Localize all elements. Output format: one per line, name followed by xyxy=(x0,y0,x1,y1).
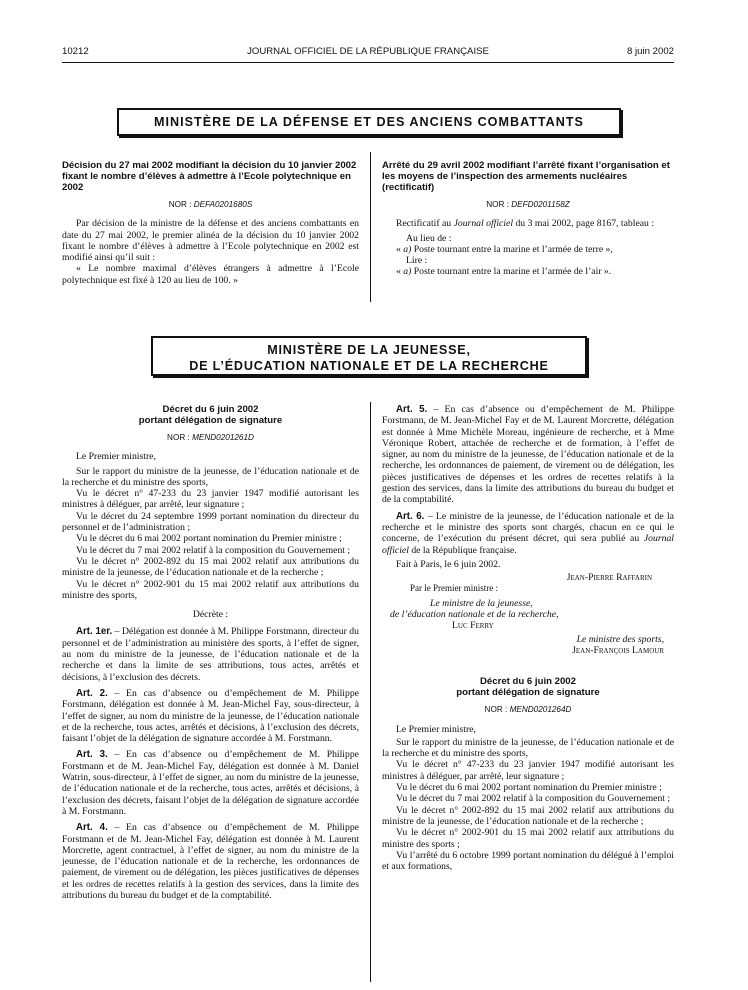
decret1-continued xyxy=(382,404,674,872)
column-divider-bottom xyxy=(370,402,371,982)
par-le-premier-ministre: Par le Premier ministre : xyxy=(410,583,498,594)
ministry-defense-heading: MINISTÈRE DE LA DÉFENSE ET DES ANCIENS COMBATTANTS xyxy=(117,108,621,136)
decret1-decrete: Décrète : xyxy=(192,609,229,621)
decret1-article-4: Art. 4. – En cas d’absence ou d’empêchement de M. Philippe Forstmann et de M. Jean-Michel Fay, délégation est donnée à M. Laurent Morcrette, agent contractuel, à l’effet de signer, au nom du ministre de la jeunesse, de l’éducation nationale et de la recherche, les ordonnances de paiement, de virement ou de délégation, les pièces justificatives de dépenses et les ordres de recettes relatifs à la gestion des services, dans la limite des attributions du bureau du budget et de la comptabilité. xyxy=(62,822,359,901)
signature-lamour: Jean-François Lamour xyxy=(572,644,664,656)
column-divider-top xyxy=(370,152,371,302)
decret2-nor: NOR : MEND0201264D xyxy=(484,705,572,715)
decision-paragraph: Par décision de la ministre de la défense et des anciens combattants en date du 27 mai 2002, le premier alinéa de la décision du 10 janvier 2002 fixant le nombre d’élèves à admettre à l’Ecole polytechnique en 2002 est modifié ainsi qu’il suit : xyxy=(62,218,359,264)
ministre-jeunesse: Le ministre de la jeunesse, xyxy=(430,597,533,609)
running-header xyxy=(62,46,674,60)
decret1-visa: Vu le décret du 6 mai 2002 portant nomination du Premier ministre ; xyxy=(76,533,342,545)
decret1-visa: Vu le décret du 24 septembre 1999 portant nomination du directeur du personnel et de l’administration ; xyxy=(62,510,359,534)
page-number: 10212 xyxy=(62,46,89,57)
decret2-visa: Vu le décret n° 47-233 du 23 janvier 1947 modifié autorisant les ministres à déléguer, par arrêté, leur signature ; xyxy=(382,759,674,782)
journal-title: JOURNAL OFFICIEL DE LA RÉPUBLIQUE FRANÇAISE xyxy=(247,46,489,57)
issue-date: 8 juin 2002 xyxy=(627,46,674,57)
decret1-article-3: Art. 3. – En cas d’absence ou d’empêchement de M. Philippe Forstmann et de M. Jean-Michel Fay, délégation est donnée à M. Daniel Watrin, sous-directeur, à l’effet de signer, au nom du ministre de la jeunesse, de l’éducation nationale et de la recherche, tous actes, arrêtés et décisions, à l’exclusion des décrets, faisant l’objet de la délégation de signature accordée à M. Forstmann. xyxy=(62,749,359,817)
decret1-pm: Le Premier ministre, xyxy=(76,451,156,463)
decret2-visa: Vu le décret n° 2002-892 du 15 mai 2002 relatif aux attributions du ministre de la jeunesse, de l’éducation nationale et de la recherche ; xyxy=(382,804,674,827)
decret1-article-6: Art. 6. – Le ministre de la jeunesse, de l’éducation nationale et de la recherche et le ministre des sports sont chargés, chacun en ce qui le concerne, de l’exécution du présent décret, qui sera publié au Journal officiel de la République française. xyxy=(382,510,674,556)
decret1-article-5: Art. 5. – En cas d’absence ou d’empêchement de M. Philippe Forstmann, de M. Jean-Michel Fay et de M. Laurent Morcrette, délégation est donnée à Mme Michèle Moreau, ingénieure de recherche, et à Mme Véronique Robert, attachée de recherche et de formation, à l’effet de signer, au nom du ministre de la jeunesse, de l’éducation nationale et de la recherche, les ordonnances de paiement, de virement ou de délégation, les pièces justificatives de dépenses et les ordres de recettes relatifs à la gestion des services, dans la limite des attributions du bureau du budget et de la comptabilité. xyxy=(382,404,674,506)
decision-nor: NOR : DEFA0201680S xyxy=(168,200,253,209)
ministre-sports: Le ministre des sports, xyxy=(576,633,664,645)
decret1-visa: Vu le décret n° 47-233 du 23 janvier 1947 modifié autorisant les ministres à déléguer, par arrêté, leur signature ; xyxy=(62,488,359,511)
arrete-item-2: « a) Poste tournant entre la marine et l’armée de l’air ». xyxy=(396,266,612,278)
arrete-rectificatif: Rectificatif au Journal officiel du 3 mai 2002, page 8167, tableau : xyxy=(396,218,655,230)
decret2-title: Décret du 6 juin 2002 portant délégation de signature xyxy=(456,676,600,699)
ministre-jeunesse-2: de l’éducation nationale et de la recherche, xyxy=(390,609,559,621)
decret2-pm: Le Premier ministre, xyxy=(396,723,476,735)
arrete-au-lieu: Au lieu de : xyxy=(406,232,452,244)
decret1-visa: Vu le décret n° 2002-901 du 15 mai 2002 relatif aux attributions du ministre des sports, xyxy=(62,578,359,601)
decision-section xyxy=(62,160,359,286)
decret2-visa: Vu le décret n° 2002-901 du 15 mai 2002 relatif aux attributions du ministre des sports ; xyxy=(382,827,674,850)
signature-ferry: Luc Ferry xyxy=(452,620,494,632)
decret1-article-1: Art. 1er. – Délégation est donnée à M. Philippe Forstmann, directeur du personnel et de l’administration au ministère des sports, à l’effet de signer, au nom du ministre de la jeunesse, de l’éducation nationale et de la recherche et dans la limite de ses attributions, tous actes, arrêtés et décisions, à l’exclusion des décrets. xyxy=(62,626,359,683)
arrete-title: Arrêté du 29 avril 2002 modifiant l’arrêté fixant l’organisation et les moyens de l’inspection des armements nucléaires (rectificatif) xyxy=(382,160,670,193)
decret1-nor: NOR : MEND0201261D xyxy=(167,433,254,442)
decret1-title: Décret du 6 juin 2002 portant délégation de signature xyxy=(138,404,283,426)
decret2-visa: Vu le décret du 7 mai 2002 relatif à la composition du Gouvernement ; xyxy=(396,793,671,805)
decret2-visa: Sur le rapport du ministre de la jeunesse, de l’éducation nationale et de la recherche et du ministre des sports, xyxy=(382,736,674,760)
decision-title: Décision du 27 mai 2002 modifiant la décision du 10 janvier 2002 fixant le nombre d’élèves à admettre à l’Ecole polytechnique en 2002 xyxy=(62,160,357,193)
arrete-item-1: « a) Poste tournant entre la marine et l’armée de terre », xyxy=(396,243,613,255)
decret2-visa: Vu le décret du 6 mai 2002 portant nomination du Premier ministre ; xyxy=(396,782,662,794)
arrete-lire: Lire : xyxy=(406,255,428,267)
decret1-visa: Vu le décret n° 2002-892 du 15 mai 2002 relatif aux attributions du ministre de la jeunesse, de l’éducation nationale et de la recherche ; xyxy=(62,555,359,579)
ministry-education-heading: MINISTÈRE DE LA JEUNESSE, DE L’ÉDUCATION NATIONALE ET DE LA RECHERCHE xyxy=(151,336,587,376)
decret1-fait: Fait à Paris, le 6 juin 2002. xyxy=(396,558,501,570)
signature-raffarin: Jean-Pierre Raffarin xyxy=(566,572,652,584)
arrete-section xyxy=(382,160,674,278)
decision-quote: « Le nombre maximal d’élèves étrangers à admettre à l’Ecole polytechnique est fixé à 120 au lieu de 100. » xyxy=(62,263,359,286)
decret1-article-2: Art. 2. – En cas d’absence ou d’empêchement de M. Philippe Forstmann, délégation est donnée à M. Jean-Michel Fay, sous-directeur, à l’effet de signer, au nom du ministre de la jeunesse, de l’éducation nationale et de la recherche, tous actes, arrêtés et décisions, à l’exclusion des décrets, faisant l’objet de la délégation de signature accordée à M. Forstmann. xyxy=(62,687,359,745)
header-rule xyxy=(62,62,674,63)
arrete-nor: NOR : DEFD0201158Z xyxy=(486,200,570,209)
decret2-visa: Vu l’arrêté du 6 octobre 1999 portant nomination du délégué à l’emploi et aux formations, xyxy=(382,849,674,873)
decret1-section xyxy=(62,404,359,901)
decret1-visa: Sur le rapport du ministre de la jeunesse, de l’éducation nationale et de la recherche et du ministre des sports, xyxy=(62,465,359,488)
decret1-visa: Vu le décret du 7 mai 2002 relatif à la composition du Gouvernement ; xyxy=(76,544,351,556)
